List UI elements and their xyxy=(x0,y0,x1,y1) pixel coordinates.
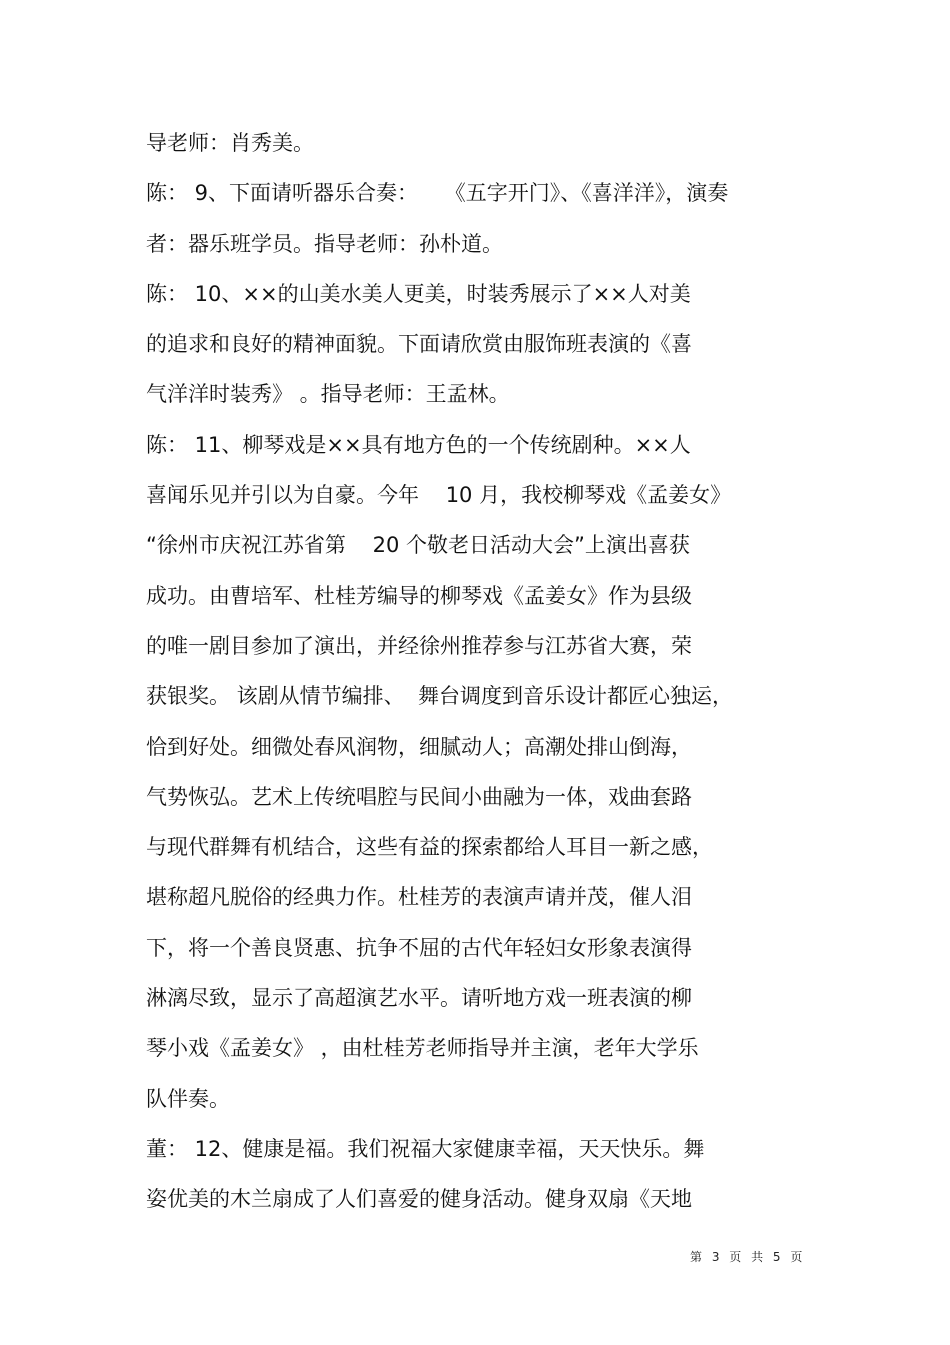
text-line: 成功。由曹培军、杜桂芳编导的柳琴戏《孟姜女》作为县级 xyxy=(146,583,692,608)
text-line: 陈： 9、下面请听器乐合奏： 《五字开门》、《喜洋洋》，演奏 xyxy=(146,181,729,206)
text-line: 与现代群舞有机结合，这些有益的探索都给人耳目一新之感， xyxy=(146,835,713,860)
text-line: 的唯一剧目参加了演出，并经徐州推荐参与江苏省大赛，荣 xyxy=(146,633,692,658)
text-line: 下，将一个善良贤惠、抗争不屈的古代年轻妇女形象表演得 xyxy=(146,935,692,960)
text-line: 气洋洋时装秀》 。指导老师：王孟林。 xyxy=(146,382,510,407)
text-line: 导老师：肖秀美。 xyxy=(146,131,314,155)
text-line: 气势恢弘。艺术上传统唱腔与民间小曲融为一体，戏曲套路 xyxy=(146,784,692,809)
text-line: 琴小戏《孟姜女》 ，由杜桂芳老师指导并主演，老年大学乐 xyxy=(146,1036,699,1061)
text-line: 姿优美的木兰扇成了人们喜爱的健身活动。健身双扇《天地 xyxy=(146,1187,692,1212)
body-text xyxy=(146,118,826,1225)
text-line: 喜闻乐见并引以为自豪。今年 10 月，我校柳琴戏《孟姜女》 xyxy=(146,483,732,508)
text-line: 获银奖。 该剧从情节编排、 舞台调度到音乐设计都匠心独运， xyxy=(146,684,734,709)
text-line: 者：器乐班学员。指导老师：孙朴道。 xyxy=(146,231,503,256)
text-line: 堪称超凡脱俗的经典力作。杜桂芳的表演声请并茂，催人泪 xyxy=(146,885,692,910)
page-number: 第 3 页 共 5 页 xyxy=(690,1250,806,1264)
text-line: “徐州市庆祝江苏省第 20 个敬老日活动大会”上演出喜获 xyxy=(146,533,690,558)
text-line: 陈： 11、柳琴戏是××具有地方色的一个传统剧种。××人 xyxy=(146,432,691,457)
text-line: 的追求和良好的精神面貌。下面请欣赏由服饰班表演的《喜 xyxy=(146,332,692,357)
text-line: 董： 12、健康是福。我们祝福大家健康幸福，天天快乐。舞 xyxy=(146,1136,705,1161)
text-line: 陈： 10、××的山美水美人更美，时装秀展示了××人对美 xyxy=(146,281,691,306)
text-line: 淋漓尽致，显示了高超演艺水平。请听地方戏一班表演的柳 xyxy=(146,986,692,1011)
text-line: 恰到好处。细微处春风润物，细腻动人；高潮处排山倒海， xyxy=(146,734,692,759)
text-line: 队伴奏。 xyxy=(146,1086,230,1111)
